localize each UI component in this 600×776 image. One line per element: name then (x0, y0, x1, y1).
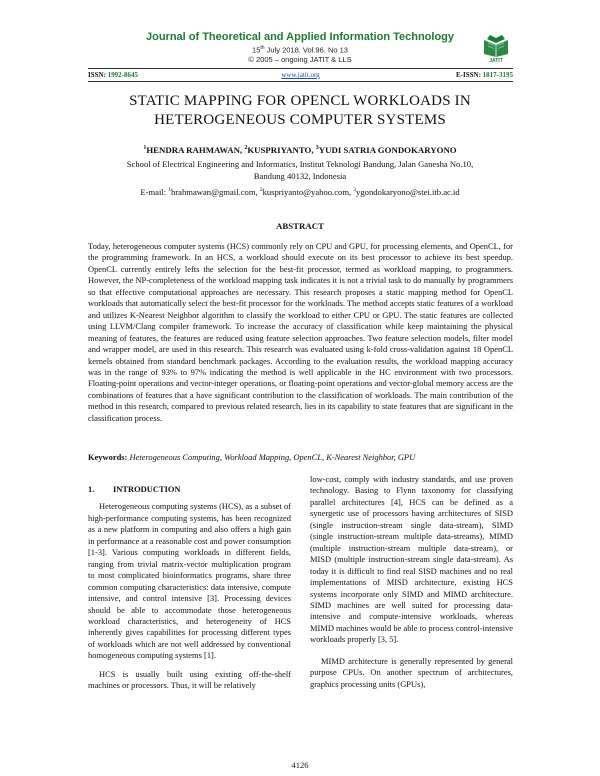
keywords (88, 452, 513, 462)
eissn-label: E-ISSN: (456, 71, 481, 79)
column-left (88, 474, 291, 699)
section-heading-introduction (88, 484, 291, 495)
affiliation-line-1: School of Electrical Engineering and Informatics, Institut Teknologi Bandung, Jalan Ganesha No.10, (126, 159, 474, 169)
author-1: HENDRA RAHMAWAN, (146, 145, 245, 155)
intro-paragraph-2: HCS is usually built using existing off-the-shelf machines or processors. Thus, it will be relatively (88, 668, 291, 691)
author-3-sup: 3 (315, 145, 319, 152)
vol-sup: th (260, 45, 265, 51)
keywords-label: Keywords: (88, 452, 128, 462)
author-2-sup: 2 (244, 145, 248, 152)
abstract-body: Today, heterogeneous computer systems (HCS) commonly rely on CPU and GPU, for processing elements, and OpenCL, for the programming framework. In an HCS, a workload should execute on its best processor to achieve its best speedup. OpenCL currently entirely lefts the selection for the best-fit processor, termed as workload mapping, to programmers. However, the NP-completeness of the workload mapping task indicates it is not a trivial task to do manually by programmers so that effective computational approaches are necessary. This research proposes a static mapping method for OpenCL workloads that automatically select the best-fit processor for the workloads. The method accepts static features of a workload and utilizes K-Nearest Neighbor algorithm to classify the workload to either CPU or GPU. The static features are collected using LLVM/Clang compiler framework. To increase the accuracy of classification while keep maintaining the physical meaning of features, the features are reduced using feature selection approaches. Two feature selection models, filter model and wrapper model, are used in this research. This research was evaluated using k-fold cross-validation against 18 OpenCL kernels obtained from standard benchmark packages. According to the evaluation results, the workload mapping accuracy was in the range of 93% to 97% indicating the method is well applicable in the HC environment with two processors. Floating-point operations and vector-integer operations, or floating-point operations and vector-global memory access are the combinations of features that a have significant contribution to the classification of workloads. The main contribution of the method in this research, compared to previous related research, lies in its capability to state features that are significant in the classification process. (88, 241, 513, 423)
author-list (60, 145, 540, 155)
eissn-value: 1817-3195 (482, 71, 513, 79)
author-2: KUSPRIYANTO, (247, 145, 316, 155)
issn-value: 1992-8645 (107, 71, 138, 79)
logo-text: JATIT (489, 58, 503, 64)
email-1-sup: 1 (168, 187, 171, 194)
header-rule-bottom (88, 81, 513, 82)
copyright-line: © 2005 – ongoing JATIT & LLS (248, 55, 352, 64)
intro-paragraph-4: MIMD architecture is generally represented by general purpose CPUs. On another spectrum of architectures, graphics processing units (GPUs), (310, 655, 513, 689)
header-rule-top (88, 68, 513, 69)
email-line (60, 187, 540, 197)
author-3: YUDI SATRIA GONDOKARYONO (318, 145, 457, 155)
issn-label: ISSN: (88, 71, 106, 79)
email-2-sup: 2 (259, 187, 263, 194)
intro-paragraph-1: Heterogeneous computing systems (HCS), as a subset of high-performance computing systems, has been recognized as a new platform in computing and also offers a high gain in performance at a reasonable cost and power consumption [1-3]. Various computing workloads in different fields, ranging from trivial matrix-vector multiplication program to most complicated bioinformatics programs, share three common computing characteristics: data intensive, compute intensive, and control intensive [3]. Processing devices should be able to accommodate those heterogeneous workload characteristics, and heterogeneity of HCS inherently gives capabilities for processing different types of workloads which are not well addressed by conventional homogeneous computing systems [1]. (88, 501, 291, 661)
email-2[interactable]: kuspriyanto@yahoo.com, (262, 187, 354, 197)
vol-rest: July 2018. Vol.96. No 13 (264, 45, 348, 55)
email-3-sup: 3 (353, 187, 357, 194)
email-1[interactable]: hrahmawan@gmail.com, (171, 187, 260, 197)
column-right (310, 474, 513, 697)
journal-title: Journal of Theoretical and Applied Information Technology (145, 31, 455, 43)
affiliation-line-2: Bandung 40132, Indonesia (253, 170, 347, 181)
website-link[interactable]: www.jatit.org (281, 71, 320, 79)
affiliation (100, 159, 500, 182)
email-3[interactable]: ygondokaryono@stei.itb.ac.id (356, 187, 460, 197)
paper-title (60, 92, 540, 130)
vol-day: 15 (252, 45, 261, 55)
section-number: 1. (88, 484, 95, 494)
page-number: 4126 (291, 760, 309, 770)
journal-logo (481, 32, 511, 66)
title-line-1: STATIC MAPPING FOR OPENCL WORKLOADS IN (129, 93, 471, 109)
intro-paragraph-3: low-cost, comply with industry standards, and use proven technology. Basing to Flynn taxonomy for classifying parallel architectures [4], HCS can be defined as a synergetic use of processors having architectures of SISD (single instruction-stream single data-stream), SIMD (single instruction-stream multiple data-streams), MIMD (multiple instruction-stream multiple data-stream), or MISD (multiple instruction-stream single data-stream). As today it is difficult to find real SISD machines and no real implementations of MISD architecture, existing HCS systems incorporate only SIMD and MIMD architecture. SIMD machines are well suited for processing data-intensive and compute-intensive workloads, whereas MIMD machines would be able to process control-intensive workloads properly [3, 5]. (310, 474, 513, 645)
keywords-text: Heterogeneous Computing, Workload Mapping, OpenCL, K-Nearest Neighbor, GPU (127, 452, 416, 462)
book-icon (481, 32, 511, 58)
abstract-heading: ABSTRACT (276, 221, 324, 231)
issn-row (88, 71, 513, 81)
section-title: INTRODUCTION (113, 484, 181, 494)
author-1-sup: 1 (143, 145, 147, 152)
email-label: E-mail: (140, 187, 169, 197)
eissn (456, 71, 513, 79)
title-line-2: HETEROGENEOUS COMPUTER SYSTEMS (154, 112, 446, 128)
